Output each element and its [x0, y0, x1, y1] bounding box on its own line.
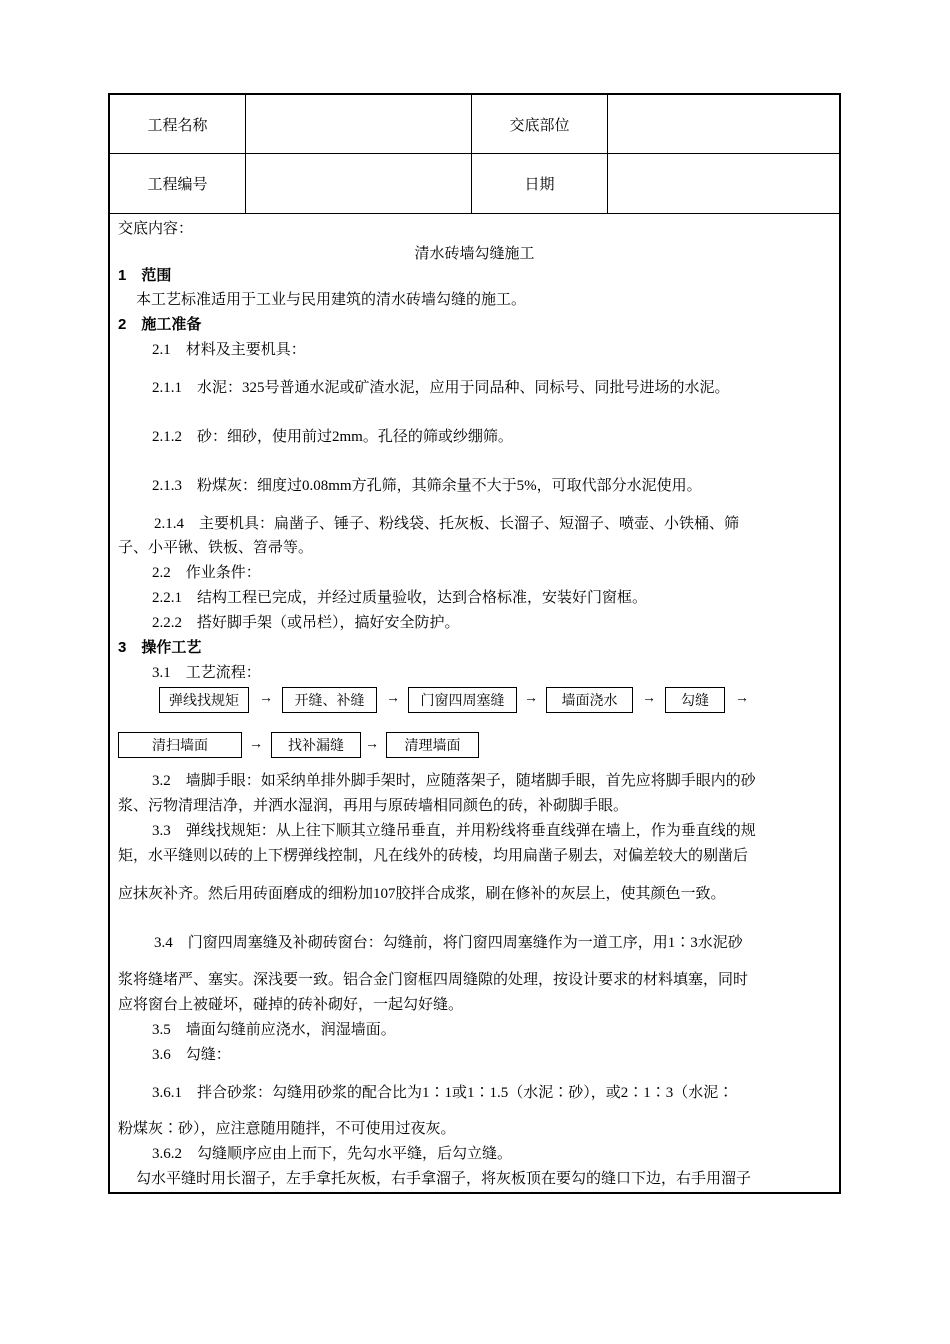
flow-step-7: 找补漏缝 — [271, 732, 361, 758]
project-no-label: 工程编号 — [147, 177, 208, 193]
disclosure-form — [108, 93, 841, 1194]
project-name-value[interactable] — [246, 95, 471, 153]
section-2-1-4-line1: 2.1.4 主要机具：扁凿子、锤子、粉线袋、托灰板、长溜子、短溜子、喷壶、小铁桶、筛 — [154, 516, 740, 532]
section-2-heading: 2 施工准备 — [118, 316, 202, 333]
section-2-1-3: 2.1.3 粉煤灰：细度过0.08mm方孔筛，其筛余量不大于5%，可取代部分水泥使用。 — [152, 478, 702, 494]
section-3-3-line1: 3.3 弹线找规矩：从上往下顺其立缝吊垂直，并用粉线将垂直线弹在墙上，作为垂直线的规 — [152, 823, 756, 839]
section-3-6-1-line1: 3.6.1 拌合砂浆：勾缝用砂浆的配合比为1∶1或1∶1.5（水泥∶砂），或2∶1∶3（水泥∶ — [152, 1085, 734, 1101]
section-3-3-line2: 矩，水平缝则以砖的上下楞弹线控制，凡在线外的砖棱，均用扁凿子剔去，对偏差较大的剔凿后 — [118, 848, 749, 864]
flow-arrow: → — [524, 691, 538, 706]
section-3-6-1-line2: 粉煤灰∶砂），应注意随用随拌，不可使用过夜灰。 — [118, 1121, 456, 1137]
project-name-label: 工程名称 — [147, 117, 208, 134]
section-3-6-2-continued: 勾水平缝时用长溜子，左手拿托灰板，右手拿溜子，将灰板顶在要勾的缝口下边，右手用溜子 — [136, 1171, 752, 1187]
section-2-2: 2.2 作业条件： — [152, 565, 261, 581]
content-intro: 交底内容： — [118, 221, 194, 237]
flow-step-6: 清扫墙面 — [118, 732, 242, 758]
section-1-text: 本工艺标准适用于工业与民用建筑的清水砖墙勾缝的施工。 — [136, 292, 527, 308]
section-1-heading: 1 范围 — [118, 267, 172, 284]
flow-arrow: → — [249, 737, 263, 752]
section-3-2-line1: 3.2 墙脚手眼：如采纳单排外脚手架时，应随落架子，随堵脚手眼，首先应将脚手眼内的砂 — [152, 773, 756, 789]
section-2-1-4-line2: 子、小平锹、铁板、笤帚等。 — [118, 540, 314, 556]
section-3-5: 3.5 墙面勾缝前应浇水，润湿墙面。 — [152, 1022, 396, 1038]
date-label: 日期 — [524, 177, 555, 193]
location-label: 交底部位 — [509, 117, 570, 134]
project-no-value[interactable] — [246, 154, 471, 213]
section-3-6-2: 3.6.2 勾缝顺序应由上而下，先勾水平缝，后勾立缝。 — [152, 1146, 513, 1162]
flow-step-5: 勾缝 — [665, 687, 725, 713]
flow-arrow: → — [259, 691, 273, 706]
flow-step-8: 清理墙面 — [386, 732, 479, 758]
section-3-6: 3.6 勾缝： — [152, 1047, 231, 1063]
section-3-3-line3: 应抹灰补齐。然后用砖面磨成的细粉加107胶拌合成浆，刷在修补的灰层上，使其颜色一致。 — [118, 886, 726, 902]
section-3-4-line2: 浆将缝堵严、塞实。深浅要一致。铝合金门窗框四周缝隙的处理，按设计要求的材料填塞，同时 — [118, 972, 749, 988]
section-2-1: 2.1 材料及主要机具： — [152, 342, 306, 358]
section-3-4-line1: 3.4 门窗四周塞缝及补砌砖窗台：勾缝前，将门窗四周塞缝作为一道工序，用1∶3水泥砂 — [154, 935, 743, 951]
section-3-1: 3.1 工艺流程： — [152, 665, 261, 681]
flow-arrow: → — [642, 691, 656, 706]
flow-step-1: 弹线找规矩 — [159, 687, 249, 713]
section-3-2-line2: 浆、污物清理洁净，并洒水湿润，再用与原砖墙相同颜色的砖，补砌脚手眼。 — [118, 798, 629, 814]
section-2-2-2: 2.2.2 搭好脚手架（或吊栏），搞好安全防护。 — [152, 615, 460, 631]
flow-step-3: 门窗四周塞缝 — [408, 687, 517, 713]
header-bottom-line — [110, 213, 839, 214]
flow-arrow: → — [365, 737, 379, 752]
section-2-2-1: 2.2.1 结构工程已完成，并经过质量验收，达到合格标准，安装好门窗框。 — [152, 590, 648, 606]
flow-arrow: → — [386, 691, 400, 706]
flow-step-2: 开缝、补缝 — [282, 687, 377, 713]
section-3-4-line3: 应将窗台上被碰坏，碰掉的砖补砌好，一起勾好缝。 — [118, 997, 464, 1013]
section-3-heading: 3 操作工艺 — [118, 639, 202, 656]
flow-arrow: → — [735, 691, 749, 706]
date-value[interactable] — [608, 154, 841, 213]
location-value[interactable] — [608, 95, 841, 153]
document-title: 清水砖墙勾缝施工 — [414, 246, 535, 262]
section-2-1-1: 2.1.1 水泥：325号普通水泥或矿渣水泥，应用于同品种、同标号、同批号进场的水泥。 — [152, 380, 730, 396]
section-2-1-2: 2.1.2 砂：细砂，使用前过2mm。孔径的筛或纱绷筛。 — [152, 429, 513, 445]
flow-step-4: 墙面浇水 — [546, 687, 633, 713]
